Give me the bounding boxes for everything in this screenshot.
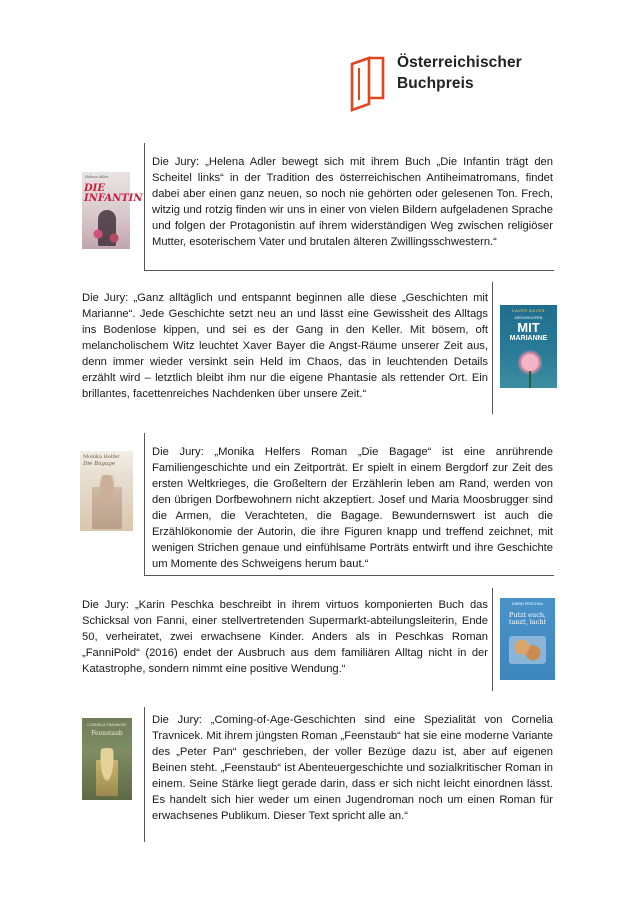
jury-statement-3: Die Jury: „Monika Helfers Roman „Die Bagage“ ist eine anrührende Familiengeschichte und ein Zeitporträt. Er spielt in einem Bergdorf zur Zeit des ersten Weltkrieges, die Großeltern der Erzählerin leben am Rand, werden von den übrigen Dorfbewohnern nicht akzeptiert. Josef und Maria Moosbrugger sind die Armen, die Verachteten, die Bagage. Bewundernswert ist auch die Erzählökonomie der Autorin, die ihre Figuren knapp und treffend zeichnet, mit wenigen Strichen genaue und einfühlsame Porträts entwirft und ihre Geschichte um Momente des Schweigens herum baut.“ [152, 446, 553, 571]
cover-title: Putzt euch, tanzt, lacht [508, 611, 547, 626]
jury-statement-2: Die Jury: „Ganz alltäglich und entspannt beginnen alle diese „Geschichten mit Marianne“. Jede Geschichte setzt neu an und lässt eine Gewissheit des Alltags ins Bodenlose kippen, und sei es der Gang in den Keller. Mit bösem, oft melancholischem Witz leuchtet Xaver Bayer die Angst-Räume unserer Zeit aus, denn immer wieder versinkt sein Held im Chaos, das in leuchtenden Details erzählt wird – letztlich bleibt ihm nur die eigene Phantasie als rettender Ort. Ein brillantes, facettenreiches Nachdenken über unsere Zeit.“ [82, 292, 488, 401]
cover-title: Feenstaub [91, 730, 123, 737]
cover-author: CORNELIA TRAVNICEK [87, 723, 127, 727]
cover-title-line-1: MIT [517, 320, 540, 335]
cover-author: KARIN PESCHKA [512, 602, 543, 606]
cover-illustration [509, 636, 546, 664]
book-cover-peschka [500, 598, 555, 680]
cover-author: Helena Adler [85, 175, 109, 179]
book-cover-bagage [80, 451, 133, 531]
book-cover-infantin [82, 172, 143, 249]
cover-subtitle: GESCHICHTEN [514, 316, 543, 320]
cover-author: XAVER BAYER [511, 308, 546, 313]
book-cover-feenstaub [82, 718, 132, 800]
jury-statement-4: Die Jury: „Karin Peschka beschreibt in ihrem virtuos komponierten Buch das Schicksal von Fanni, einer stellvertretenden Supermarkt-abteilungsleiterin, Ende 50, verheiratet, zwei erwachsene Kinder. Anders als in Peschkas Roman „FanniPold“ (2016) endet der Ausbruch aus dem familiären Alltag nicht in der Katastrophe, sondern nimmt eine positive Wendung.“ [82, 599, 488, 676]
cover-title: Die Bagage [83, 461, 116, 467]
logo-text [397, 52, 522, 94]
book-logo-icon [349, 50, 387, 112]
jury-statement-5: Die Jury: „Coming-of-Age-Geschichten sind eine Spezialität von Cornelia Travnicek. Mit ihrem jüngsten Roman „Feenstaub“ hat sie eine moderne Variante des „Peter Pan“ geschrieben, der voller Bezüge dazu ist, aber auf eigenen Beinen steht. „Feenstaub“ ist Abenteuergeschichte und sozialkritischer Roman in einem. Seine Stärke liegt gerade darin, dass er sich nicht leicht einordnen lässt. Es handelt sich hier weder um einen Jugendroman noch um einen Roman für erwachsenes Publikum. Dieser Text spricht alle an.“ [152, 714, 553, 823]
cover-stem [529, 371, 531, 388]
cover-title: DIE INFANTIN [84, 183, 143, 204]
entry-1-divider [144, 143, 145, 271]
entry-4-divider [492, 588, 493, 691]
entry-5-divider [144, 707, 145, 842]
jury-statement-1: Die Jury: „Helena Adler bewegt sich mit ihrem Buch „Die Infantin trägt den Scheitel links“ in der Tradition des österreichischen Antiheimatromans, findet dabei aber einen ganz neuen, so noch nie gehörten oder gelesenen Ton. Frech, witzig und rotzig finden wir uns in einer von vielen Bildern aufgeladenen Sprache und folgen der Protagonistin auf ihrem widerständigen Weg zwischen religiöser Mutter, esoterischem Vater und brutalen älteren Zwillingsschwestern.“ [152, 156, 553, 249]
entry-3-underline [144, 575, 554, 576]
entry-3-divider [144, 433, 145, 575]
entry-2-divider [492, 282, 493, 414]
cover-flowers [86, 226, 126, 246]
entry-1-underline [144, 270, 554, 271]
cover-portrait [92, 475, 122, 529]
cover-title-line-2: MARIANNE [509, 335, 548, 342]
book-cover-marianne [500, 305, 557, 388]
logo-line-2: Buchpreis [397, 75, 474, 92]
cover-figure [96, 748, 118, 796]
logo-line-1: Österreichischer [397, 54, 522, 71]
buchpreis-logo [349, 50, 529, 112]
cover-author: Monika Helfer [83, 454, 120, 460]
